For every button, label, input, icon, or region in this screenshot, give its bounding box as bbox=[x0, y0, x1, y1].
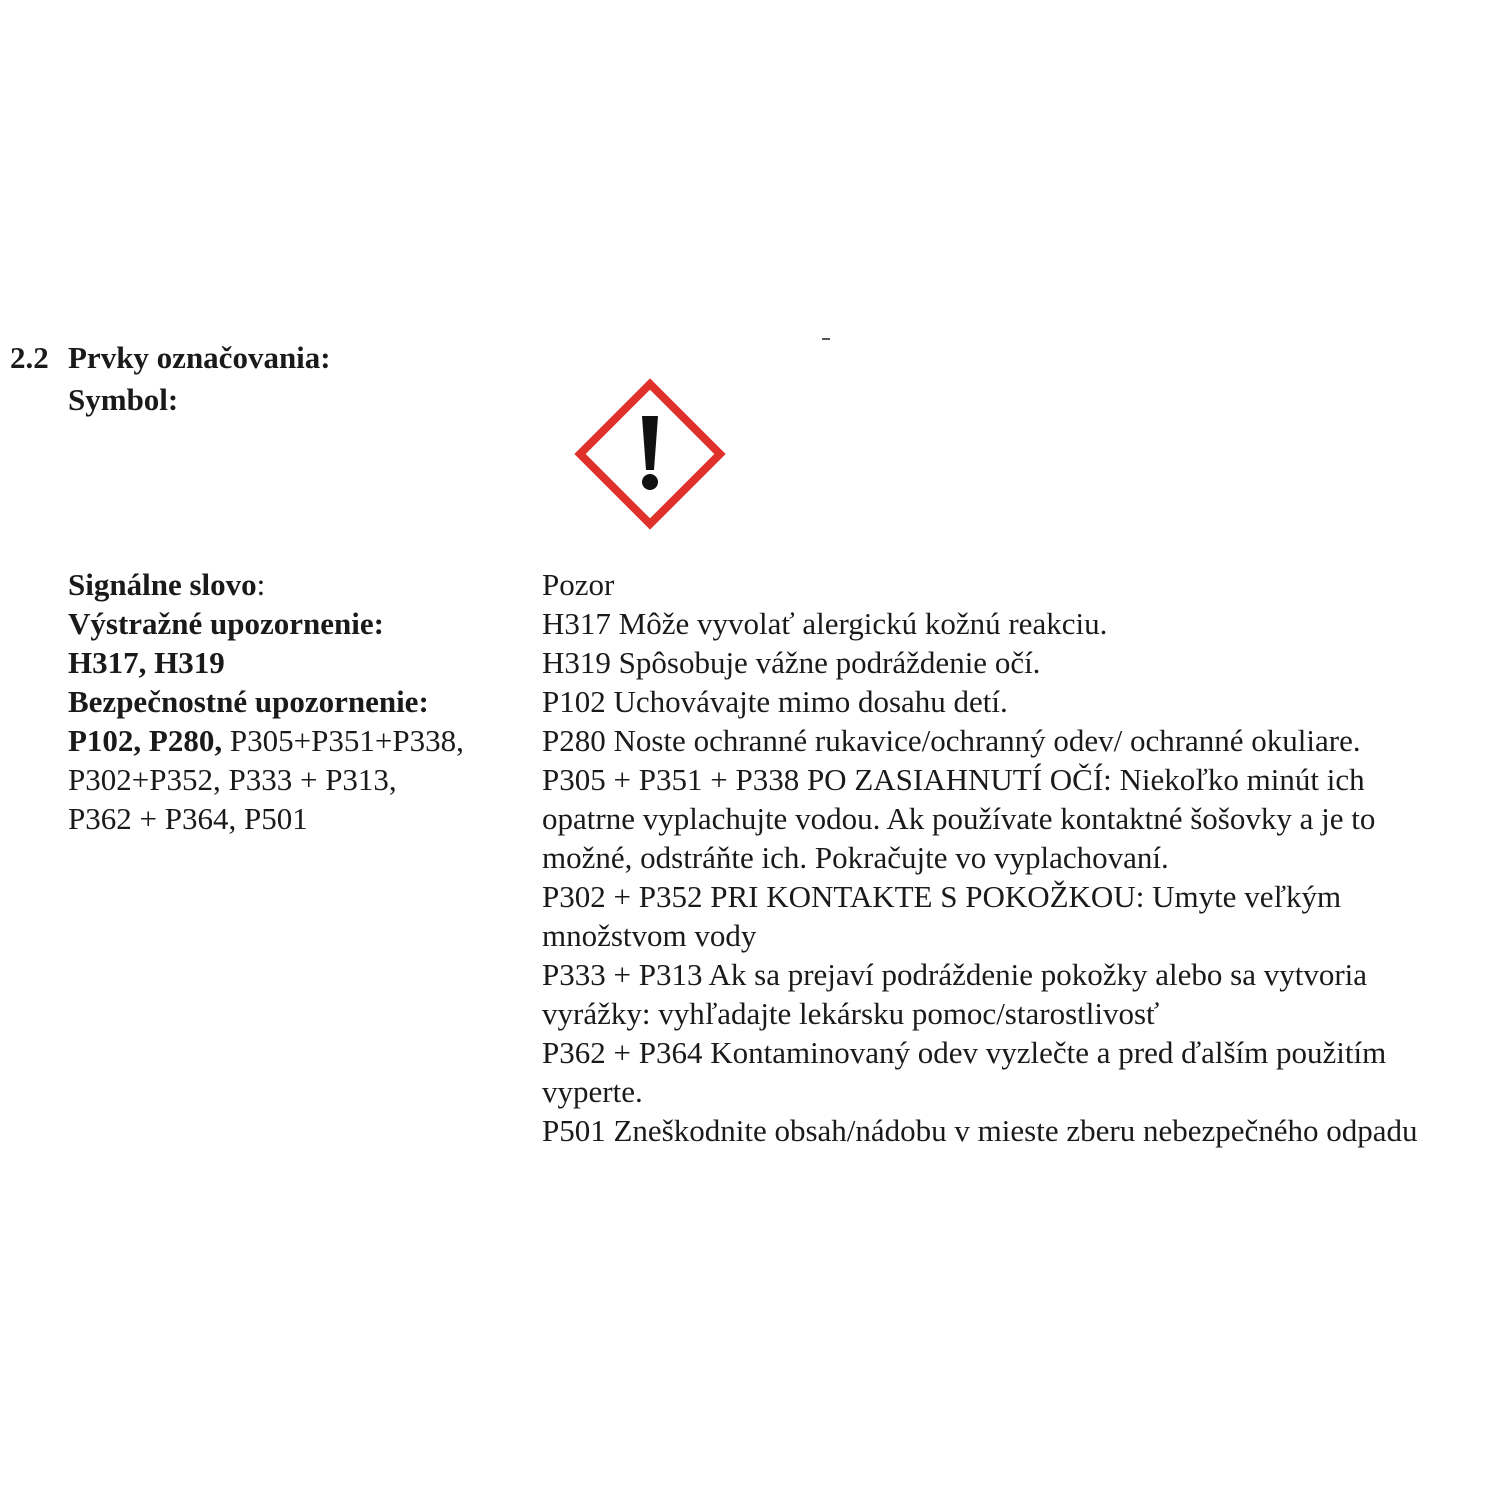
hazard-statement-label: Výstražné upozornenie: bbox=[68, 606, 384, 641]
statement-line: množstvom vody bbox=[542, 918, 757, 953]
symbol-label: Symbol: bbox=[68, 382, 179, 417]
hazard-codes: H317, H319 bbox=[68, 645, 225, 680]
statement-line: H317 Môže vyvolať alergickú kožnú reakciu. bbox=[542, 606, 1108, 641]
statement-line: P305 + P351 + P338 PO ZASIAHNUTÍ OČÍ: Niekoľko minút ich bbox=[542, 762, 1365, 797]
scan-artifact-mark bbox=[822, 338, 830, 340]
statement-line: opatrne vyplachujte vodou. Ak používate kontaktné šošovky a je to bbox=[542, 801, 1376, 836]
statement-line: P501 Zneškodnite obsah/nádobu v mieste zberu nebezpečného odpadu bbox=[542, 1113, 1418, 1148]
statement-line: P333 + P313 Ak sa prejaví podráždenie pokožky alebo sa vytvoria bbox=[542, 957, 1368, 992]
statement-line: P280 Noste ochranné rukavice/ochranný odev/ ochranné okuliare. bbox=[542, 723, 1361, 758]
statement-line: možné, odstráňte ich. Pokračujte vo vyplachovaní. bbox=[542, 840, 1169, 875]
statement-line: P102 Uchovávajte mimo dosahu detí. bbox=[542, 684, 1008, 719]
precautionary-codes-rest: P305+P351+P338, bbox=[222, 723, 464, 758]
precautionary-codes-line-1 bbox=[68, 721, 528, 760]
exclamation-mark-hazard-icon bbox=[574, 378, 726, 530]
signal-word-label-line bbox=[68, 565, 528, 604]
statement-line: vyrážky: vyhľadajte lekársku pomoc/starostlivosť bbox=[542, 996, 1160, 1031]
statement-line: P362 + P364 Kontaminovaný odev vyzlečte a pred ďalším použitím bbox=[542, 1035, 1387, 1070]
signal-word-value: Pozor bbox=[542, 567, 615, 602]
section-title: Prvky označovania: bbox=[68, 340, 331, 375]
precautionary-codes-line-2: P302+P352, P333 + P313, bbox=[68, 762, 397, 797]
statement-line: vyperte. bbox=[542, 1074, 643, 1109]
section-heading bbox=[10, 338, 331, 378]
precautionary-codes-bold: P102, P280, bbox=[68, 723, 223, 758]
precautionary-codes-line-3: P362 + P364, P501 bbox=[68, 801, 308, 836]
exclamation-dot bbox=[642, 474, 658, 490]
statement-text-column bbox=[542, 565, 1492, 1150]
statement-line: P302 + P352 PRI KONTAKTE S POKOŽKOU: Umyte veľkým bbox=[542, 879, 1342, 914]
precautionary-statement-label: Bezpečnostné upozornenie: bbox=[68, 684, 429, 719]
label-column bbox=[68, 565, 528, 838]
signal-word-colon: : bbox=[256, 567, 266, 602]
signal-word-label: Signálne slovo bbox=[68, 567, 257, 602]
statement-line: H319 Spôsobuje vážne podráždenie očí. bbox=[542, 645, 1041, 680]
section-number: 2.2 bbox=[10, 340, 49, 375]
